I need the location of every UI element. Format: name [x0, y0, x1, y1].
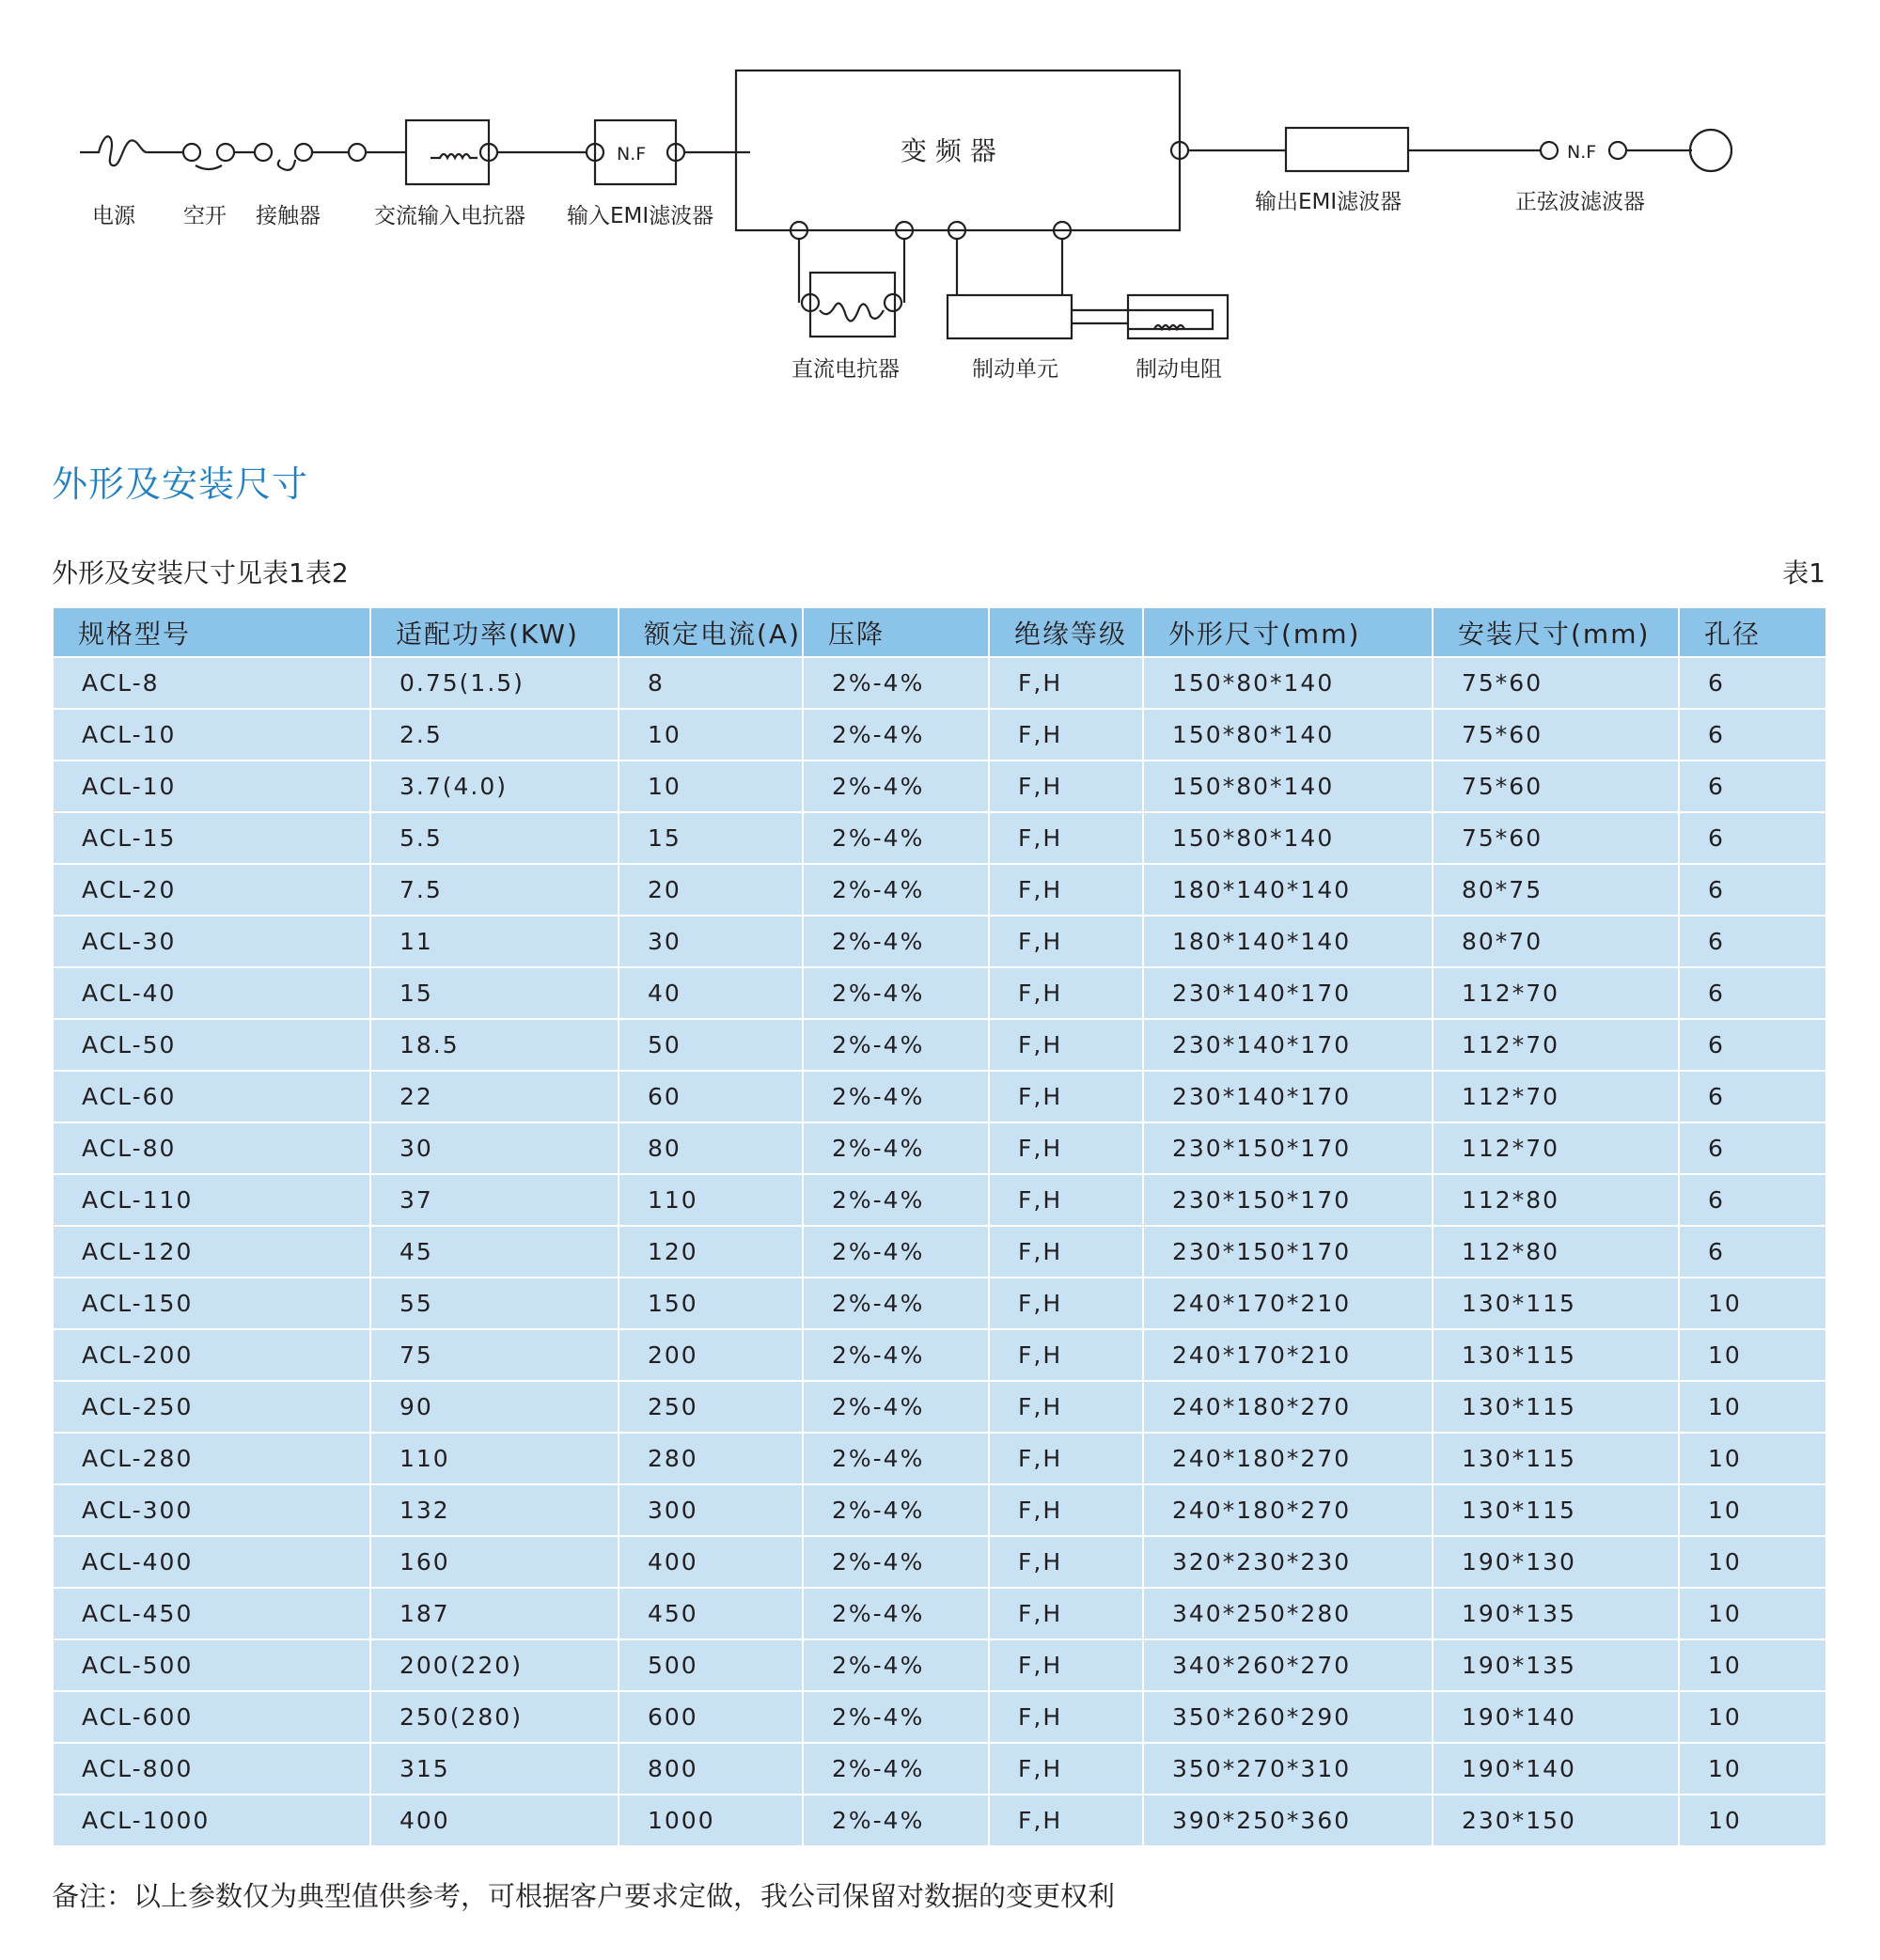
label-inverter: 变 频 器 [901, 135, 996, 166]
label-contactor: 接触器 [256, 204, 321, 228]
cell-mount-size: 112*80 [1433, 1174, 1679, 1226]
cell-current: 60 [619, 1071, 803, 1122]
cell-hole-diameter: 10 [1679, 1381, 1826, 1433]
cell-power: 200(220) [370, 1639, 619, 1691]
cell-current: 800 [619, 1743, 803, 1795]
cell-outline-size: 230*150*170 [1143, 1226, 1433, 1278]
cell-insulation: F,H [989, 812, 1143, 864]
cell-voltage-drop: 2%-4% [803, 1122, 989, 1174]
cell-model: ACL-250 [53, 1381, 370, 1433]
cell-mount-size: 130*115 [1433, 1381, 1679, 1433]
cell-model: ACL-200 [53, 1329, 370, 1381]
cell-model: ACL-500 [53, 1639, 370, 1691]
cell-model: ACL-400 [53, 1536, 370, 1588]
cell-model: ACL-15 [53, 812, 370, 864]
cell-current: 15 [619, 812, 803, 864]
cell-voltage-drop: 2%-4% [803, 1071, 989, 1122]
cell-model: ACL-450 [53, 1588, 370, 1639]
cell-insulation: F,H [989, 1278, 1143, 1329]
table-row [53, 1639, 1826, 1691]
table-row [53, 864, 1826, 916]
cell-insulation: F,H [989, 1743, 1143, 1795]
label-ac-reactor: 交流输入电抗器 [374, 204, 525, 228]
cell-outline-size: 350*260*290 [1143, 1691, 1433, 1743]
cell-hole-diameter: 6 [1679, 1226, 1826, 1278]
cell-hole-diameter: 6 [1679, 967, 1826, 1019]
cell-power: 250(280) [370, 1691, 619, 1743]
cell-outline-size: 240*170*210 [1143, 1329, 1433, 1381]
cell-mount-size: 190*130 [1433, 1536, 1679, 1588]
cell-current: 50 [619, 1019, 803, 1071]
cell-hole-diameter: 10 [1679, 1536, 1826, 1588]
cell-current: 30 [619, 916, 803, 967]
cell-voltage-drop: 2%-4% [803, 1381, 989, 1433]
cell-model: ACL-30 [53, 916, 370, 967]
breaker-switch-icon [196, 165, 222, 169]
cell-power: 30 [370, 1122, 619, 1174]
header-model: 规格型号 [53, 607, 370, 657]
cell-outline-size: 150*80*140 [1143, 812, 1433, 864]
cell-mount-size: 130*115 [1433, 1433, 1679, 1484]
cell-hole-diameter: 10 [1679, 1639, 1826, 1691]
cell-hole-diameter: 10 [1679, 1743, 1826, 1795]
header-mount-size: 安装尺寸(mm) [1433, 607, 1679, 657]
cell-model: ACL-8 [53, 657, 370, 709]
cell-hole-diameter: 10 [1679, 1484, 1826, 1536]
cell-outline-size: 150*80*140 [1143, 760, 1433, 812]
cell-outline-size: 320*230*230 [1143, 1536, 1433, 1588]
cell-insulation: F,H [989, 1484, 1143, 1536]
cell-hole-diameter: 6 [1679, 1122, 1826, 1174]
cell-hole-diameter: 10 [1679, 1588, 1826, 1639]
cell-mount-size: 112*70 [1433, 1071, 1679, 1122]
cell-mount-size: 230*150 [1433, 1795, 1679, 1846]
contactor-terminal-left [255, 144, 272, 161]
cell-model: ACL-50 [53, 1019, 370, 1071]
cell-current: 120 [619, 1226, 803, 1278]
cell-insulation: F,H [989, 916, 1143, 967]
table-row [53, 1433, 1826, 1484]
header-power: 适配功率(KW) [370, 607, 619, 657]
table-row [53, 709, 1826, 760]
cell-model: ACL-20 [53, 864, 370, 916]
cell-model: ACL-600 [53, 1691, 370, 1743]
cell-outline-size: 180*140*140 [1143, 864, 1433, 916]
contactor-terminal-right [295, 144, 312, 161]
cell-outline-size: 230*150*170 [1143, 1122, 1433, 1174]
cell-insulation: F,H [989, 1174, 1143, 1226]
header-voltage-drop: 压降 [803, 607, 989, 657]
table-row [53, 1122, 1826, 1174]
cell-voltage-drop: 2%-4% [803, 812, 989, 864]
cell-hole-diameter: 6 [1679, 1174, 1826, 1226]
cell-current: 10 [619, 760, 803, 812]
cell-current: 110 [619, 1174, 803, 1226]
cell-hole-diameter: 6 [1679, 864, 1826, 916]
cell-current: 20 [619, 864, 803, 916]
cell-model: ACL-10 [53, 760, 370, 812]
cell-insulation: F,H [989, 1122, 1143, 1174]
cell-mount-size: 130*115 [1433, 1484, 1679, 1536]
cell-model: ACL-10 [53, 709, 370, 760]
cell-voltage-drop: 2%-4% [803, 1795, 989, 1846]
cell-model: ACL-300 [53, 1484, 370, 1536]
cell-voltage-drop: 2%-4% [803, 1536, 989, 1588]
cell-hole-diameter: 10 [1679, 1691, 1826, 1743]
cell-hole-diameter: 10 [1679, 1329, 1826, 1381]
cell-power: 132 [370, 1484, 619, 1536]
cell-voltage-drop: 2%-4% [803, 967, 989, 1019]
dc-reactor-coil-icon [820, 304, 884, 321]
table-row [53, 1019, 1826, 1071]
table-row [53, 1381, 1826, 1433]
cell-hole-diameter: 6 [1679, 916, 1826, 967]
cell-voltage-drop: 2%-4% [803, 657, 989, 709]
cell-model: ACL-60 [53, 1071, 370, 1122]
label-brake-unit: 制动单元 [972, 357, 1058, 382]
breaker-terminal-left [183, 144, 200, 161]
cell-outline-size: 240*180*270 [1143, 1381, 1433, 1433]
label-nf-output: N.F [1567, 142, 1597, 163]
cell-outline-size: 150*80*140 [1143, 709, 1433, 760]
cell-insulation: F,H [989, 864, 1143, 916]
cell-voltage-drop: 2%-4% [803, 1639, 989, 1691]
cell-mount-size: 75*60 [1433, 709, 1679, 760]
table-row [53, 916, 1826, 967]
cell-mount-size: 190*135 [1433, 1588, 1679, 1639]
cell-voltage-drop: 2%-4% [803, 1278, 989, 1329]
cell-current: 80 [619, 1122, 803, 1174]
cell-mount-size: 130*115 [1433, 1329, 1679, 1381]
cell-power: 0.75(1.5) [370, 657, 619, 709]
cell-power: 15 [370, 967, 619, 1019]
cell-insulation: F,H [989, 1691, 1143, 1743]
cell-model: ACL-800 [53, 1743, 370, 1795]
cell-voltage-drop: 2%-4% [803, 1019, 989, 1071]
label-sine-filter: 正弦波滤波器 [1515, 190, 1645, 214]
ac-reactor-coil-icon [431, 154, 478, 158]
breaker-terminal-right [217, 144, 234, 161]
cell-outline-size: 230*150*170 [1143, 1174, 1433, 1226]
label-nf-input: N.F [617, 144, 647, 165]
section-title: 外形及安装尺寸 [52, 463, 309, 505]
cell-mount-size: 75*60 [1433, 812, 1679, 864]
power-source-icon [80, 136, 184, 165]
cell-insulation: F,H [989, 1795, 1143, 1846]
cell-outline-size: 240*170*210 [1143, 1278, 1433, 1329]
cell-current: 300 [619, 1484, 803, 1536]
cell-power: 5.5 [370, 812, 619, 864]
cell-current: 150 [619, 1278, 803, 1329]
cell-voltage-drop: 2%-4% [803, 1226, 989, 1278]
table-row [53, 1588, 1826, 1639]
cell-mount-size: 75*60 [1433, 657, 1679, 709]
table-number: 表1 [1782, 557, 1825, 588]
cell-voltage-drop: 2%-4% [803, 1329, 989, 1381]
cell-outline-size: 240*180*270 [1143, 1484, 1433, 1536]
cell-voltage-drop: 2%-4% [803, 1484, 989, 1536]
cell-voltage-drop: 2%-4% [803, 1433, 989, 1484]
cell-hole-diameter: 6 [1679, 1019, 1826, 1071]
cell-mount-size: 112*80 [1433, 1226, 1679, 1278]
table-header-row [53, 607, 1826, 657]
cell-hole-diameter: 6 [1679, 760, 1826, 812]
cell-voltage-drop: 2%-4% [803, 864, 989, 916]
cell-mount-size: 190*140 [1433, 1743, 1679, 1795]
label-input-emi: 输入EMI滤波器 [567, 204, 714, 228]
cell-mount-size: 112*70 [1433, 1019, 1679, 1071]
label-breaker: 空开 [183, 204, 227, 228]
cell-current: 200 [619, 1329, 803, 1381]
cell-hole-diameter: 6 [1679, 657, 1826, 709]
cell-voltage-drop: 2%-4% [803, 1743, 989, 1795]
cell-model: ACL-280 [53, 1433, 370, 1484]
cell-voltage-drop: 2%-4% [803, 760, 989, 812]
cell-power: 7.5 [370, 864, 619, 916]
table-row [53, 1536, 1826, 1588]
cell-power: 18.5 [370, 1019, 619, 1071]
cell-mount-size: 80*75 [1433, 864, 1679, 916]
table-row [53, 1795, 1826, 1846]
cell-power: 75 [370, 1329, 619, 1381]
cell-mount-size: 190*135 [1433, 1639, 1679, 1691]
cell-mount-size: 112*70 [1433, 1122, 1679, 1174]
table-row [53, 657, 1826, 709]
cell-current: 500 [619, 1639, 803, 1691]
cell-current: 40 [619, 967, 803, 1019]
table-row [53, 1329, 1826, 1381]
cell-model: ACL-40 [53, 967, 370, 1019]
table-row [53, 1226, 1826, 1278]
table-row [53, 1691, 1826, 1743]
cell-insulation: F,H [989, 1071, 1143, 1122]
cell-power: 400 [370, 1795, 619, 1846]
cell-outline-size: 340*250*280 [1143, 1588, 1433, 1639]
cell-power: 2.5 [370, 709, 619, 760]
cell-outline-size: 350*270*310 [1143, 1743, 1433, 1795]
cell-insulation: F,H [989, 760, 1143, 812]
cell-voltage-drop: 2%-4% [803, 1174, 989, 1226]
cell-power: 187 [370, 1588, 619, 1639]
table-row [53, 1484, 1826, 1536]
cell-power: 55 [370, 1278, 619, 1329]
wiring-diagram [0, 0, 1880, 432]
cell-insulation: F,H [989, 1019, 1143, 1071]
table-row [53, 1071, 1826, 1122]
label-output-emi: 输出EMI滤波器 [1255, 190, 1402, 214]
cell-outline-size: 180*140*140 [1143, 916, 1433, 967]
cell-current: 400 [619, 1536, 803, 1588]
spec-table [52, 606, 1827, 1847]
cell-insulation: F,H [989, 1588, 1143, 1639]
cell-hole-diameter: 6 [1679, 709, 1826, 760]
cell-insulation: F,H [989, 1433, 1143, 1484]
cell-power: 22 [370, 1071, 619, 1122]
cell-outline-size: 230*140*170 [1143, 1071, 1433, 1122]
cell-outline-size: 390*250*360 [1143, 1795, 1433, 1846]
cell-hole-diameter: 10 [1679, 1433, 1826, 1484]
header-hole-diameter: 孔径 [1679, 607, 1826, 657]
cell-power: 110 [370, 1433, 619, 1484]
cell-power: 45 [370, 1226, 619, 1278]
cell-insulation: F,H [989, 967, 1143, 1019]
cell-mount-size: 130*115 [1433, 1278, 1679, 1329]
cell-insulation: F,H [989, 1226, 1143, 1278]
label-brake-resistor: 制动电阻 [1136, 357, 1222, 382]
table-row [53, 760, 1826, 812]
table-row [53, 1278, 1826, 1329]
cell-power: 3.7(4.0) [370, 760, 619, 812]
cell-hole-diameter: 10 [1679, 1278, 1826, 1329]
cell-hole-diameter: 10 [1679, 1795, 1826, 1846]
label-dc-reactor: 直流电抗器 [791, 357, 900, 382]
header-current: 额定电流(A) [619, 607, 803, 657]
cell-hole-diameter: 6 [1679, 1071, 1826, 1122]
cell-hole-diameter: 6 [1679, 812, 1826, 864]
cell-outline-size: 240*180*270 [1143, 1433, 1433, 1484]
cell-model: ACL-1000 [53, 1795, 370, 1846]
cell-mount-size: 80*70 [1433, 916, 1679, 967]
cell-insulation: F,H [989, 1536, 1143, 1588]
ac-reactor-box [406, 120, 489, 184]
cell-mount-size: 190*140 [1433, 1691, 1679, 1743]
cell-outline-size: 230*140*170 [1143, 967, 1433, 1019]
cell-insulation: F,H [989, 1639, 1143, 1691]
footnote: 备注：以上参数仅为典型值供参考，可根据客户要求定做，我公司保留对数据的变更权利 [52, 1880, 1116, 1912]
cell-current: 280 [619, 1433, 803, 1484]
output-emi-box [1286, 128, 1408, 171]
cell-outline-size: 340*260*270 [1143, 1639, 1433, 1691]
motor-icon [1690, 130, 1731, 171]
cell-current: 450 [619, 1588, 803, 1639]
cell-voltage-drop: 2%-4% [803, 916, 989, 967]
table-body [53, 657, 1826, 1846]
cell-current: 250 [619, 1381, 803, 1433]
cell-voltage-drop: 2%-4% [803, 1588, 989, 1639]
label-power: 电源 [92, 204, 135, 228]
header-outline-size: 外形尺寸(mm) [1143, 607, 1433, 657]
cell-outline-size: 230*140*170 [1143, 1019, 1433, 1071]
cell-insulation: F,H [989, 1381, 1143, 1433]
cell-current: 10 [619, 709, 803, 760]
cell-outline-size: 150*80*140 [1143, 657, 1433, 709]
cell-insulation: F,H [989, 709, 1143, 760]
cell-current: 600 [619, 1691, 803, 1743]
cell-insulation: F,H [989, 1329, 1143, 1381]
cell-current: 8 [619, 657, 803, 709]
cell-insulation: F,H [989, 657, 1143, 709]
table-caption: 外形及安装尺寸见表1表2 [52, 557, 349, 588]
table-row [53, 1174, 1826, 1226]
cell-voltage-drop: 2%-4% [803, 1691, 989, 1743]
cell-mount-size: 75*60 [1433, 760, 1679, 812]
dc-reactor-box [810, 273, 895, 337]
contactor-switch-icon [278, 160, 295, 170]
brake-unit-box [948, 295, 1072, 338]
cell-voltage-drop: 2%-4% [803, 709, 989, 760]
table-row [53, 812, 1826, 864]
table-row [53, 967, 1826, 1019]
cell-power: 90 [370, 1381, 619, 1433]
cell-power: 11 [370, 916, 619, 967]
table-row [53, 1743, 1826, 1795]
cell-model: ACL-110 [53, 1174, 370, 1226]
cell-model: ACL-150 [53, 1278, 370, 1329]
cell-power: 160 [370, 1536, 619, 1588]
cell-mount-size: 112*70 [1433, 967, 1679, 1019]
cell-power: 315 [370, 1743, 619, 1795]
cell-model: ACL-80 [53, 1122, 370, 1174]
cell-model: ACL-120 [53, 1226, 370, 1278]
header-insulation: 绝缘等级 [989, 607, 1143, 657]
cell-current: 1000 [619, 1795, 803, 1846]
cell-power: 37 [370, 1174, 619, 1226]
